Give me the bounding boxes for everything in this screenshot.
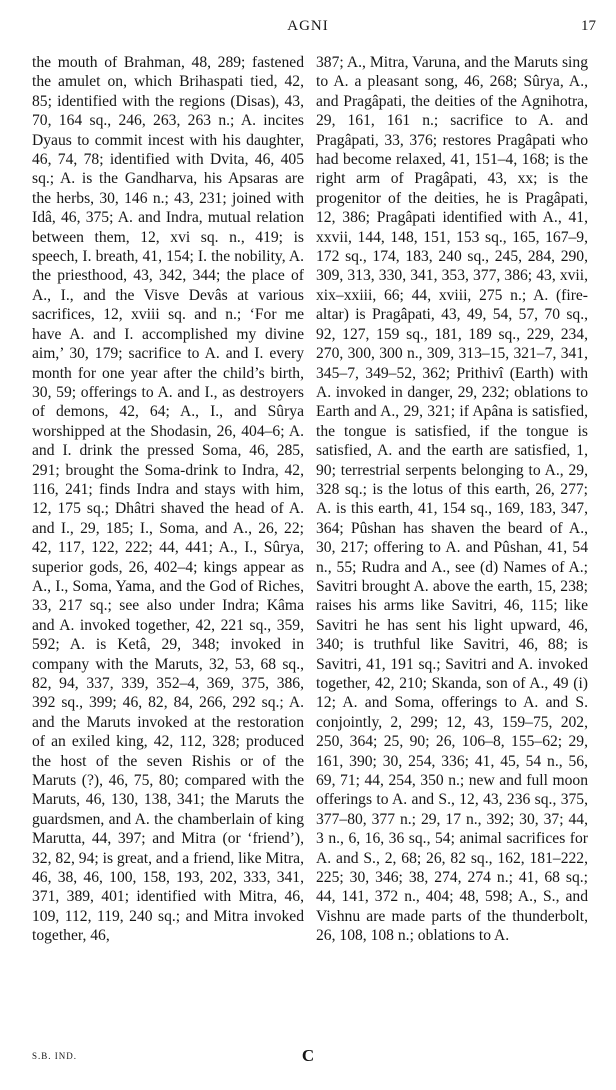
index-column-left [32, 53, 304, 946]
signature-mark: C [301, 1046, 315, 1065]
index-text-right: 387; A., Mitra, Varuna, and the Maruts sing to A. a pleasant song, 46, 268; Sûrya, A., and Pragâpati, the deities of the Agnihotra, 29, 161, 161 n.; sacrifice to A. and Pragâpati, 33, 376; restores Pragâpati who had become relaxed, 41, 151–4, 168; is the right arm of Pragâpati, 43, xx; is the progenitor of the deities, he is Pragâpati, 12, 386; Pragâpati identified with A., 41, xxvii, 144, 148, 151, 153 sq., 165, 167–9, 172 sq., 174, 183, 240 sq., 245, 284, 290, 309, 313, 330, 341, 353, 377, 386; 43, xvii, xix–xxiii, 66; 44, xviii, 275 n.; A. (fire-altar) is Pragâpati, 43, 49, 54, 57, 70 sq., 92, 127, 159 sq., 181, 189 sq., 229, 234, 270, 300, 300 n., 309, 313–15, 321–7, 341, 345–7, 349–52, 362; Prithivî (Earth) with A. invoked in danger, 29, 232; oblations to Earth and A., 29, 321; if Apâna is satisfied, the tongue is satisfied, if the tongue is satisfied, A. and the earth are satisfied, 1, 90; terrestrial serpents belonging to A., 29, 328 sq.; is the lotus of this earth, 26, 277; A. is this earth, 41, 154 sq., 169, 183, 347, 364; Pûshan has shaven the beard of A., 30, 217; offering to A. and Pûshan, 41, 54 n., 55; Rudra and A., see (d) Names of A.; Savitri brought A. above the earth, 15, 238; raises his arms like Savitri, 46, 115; like Savitri he has sent his light upward, 46, 340; is truthful like Savitri, 46, 88; is Savitri, 41, 191 sq.; Savitri and A. invoked together, 42, 210; Skanda, son of A., 49 (i) 12; A. and Soma, offerings to A. and S. conjointly, 2, 299; 12, 43, 159–75, 202, 250, 364; 25, 90; 26, 106–8, 155–62; 29, 161, 390; 30, 254, 336; 41, 45, 54 n., 56, 69, 71; 44, 254, 350 n.; new and full moon offerings to A. and S., 12, 43, 236 sq., 375, 377–80, 377 n.; 29, 17 n., 392; 30, 37; 44, 3 n., 6, 16, 36 sq., 54; animal sacrifices for A. and S., 2, 68; 26, 82 sq., 162, 181–222, 225; 30, 346; 38, 274, 274 n.; 41, 68 sq.; 44, 141, 372 n., 404; 48, 598; A., S., and Vishnu are made parts of the thunderbolt, 26, 108, 108 n.; oblations to A. [316, 54, 588, 945]
index-column-right [316, 53, 588, 946]
index-text-left: the mouth of Brahman, 48, 289; fastened the amulet on, which Brihaspati tied, 42, 85; identified with the regions (Disas), 43, 70, 164 sq., 246, 263, 263 n.; A. incites Dyaus to commit incest with his daughter, 46, 74, 78; identified with Dvita, 46, 405 sq.; A. is the Gandharva, his Apsaras are the herbs, 30, 146 n.; 43, 231; joined with Idâ, 46, 375; A. and Indra, mutual relation between them, 12, xvi sq. n., 419; is speech, I. breath, 41, 154; I. the nobility, A. the priesthood, 43, 342, 344; the place of A., I., and the Visve Devâs at various sacrifices, 12, xviii sq. and n.; ‘For me have A. and I. accomplished my divine aim,’ 30, 179; sacrifice to A. and I. every month for one year after the child’s birth, 30, 59; offerings to A. and I., as destroyers of demons, 42, 64; A., I., and Sûrya worshipped at the Shodasin, 26, 404–6; A. and I. drink the pressed Soma, 46, 285, 291; brought the Soma-drink to Indra, 42, 116, 241; finds Indra and stays with him, 12, 175 sq.; Dhâtri shaved the head of A. and I., 29, 185; I., Soma, and A., 26, 22; 42, 117, 122, 222; 44, 441; A., I., Sûrya, superior gods, 26, 402–4; kings appear as A., I., Soma, Yama, and the God of Riches, 33, 217 sq.; see also under Indra; Kâma and A. invoked together, 42, 221 sq., 359, 592; A. is Ketâ, 29, 348; invoked in company with the Maruts, 32, 53, 68 sq., 82, 94, 337, 339, 352–4, 369, 375, 386, 392 sq., 399; 46, 82, 84, 266, 292 sq.; A. and the Maruts invoked at the restoration of an exiled king, 42, 112, 328; produced the host of the seven Rishis or of the Maruts (?), 46, 75, 80; compared with the Maruts, 46, 130, 138, 341; the Maruts the guardsmen, and A. the chamberlain of king Marutta, 44, 397; and Mitra (or ‘friend’), 32, 82, 94; is great, and a friend, like Mitra, 46, 38, 46, 100, 158, 193, 202, 333, 341, 371, 389, 401; identified with Mitra, 46, 109, 112, 119, 240 sq.; and Mitra invoked together, 46, [32, 54, 304, 945]
page-number: 17 [581, 18, 596, 34]
series-mark: S.B. IND. [32, 1051, 78, 1061]
page-header [0, 18, 616, 40]
running-head: AGNI [287, 18, 329, 34]
